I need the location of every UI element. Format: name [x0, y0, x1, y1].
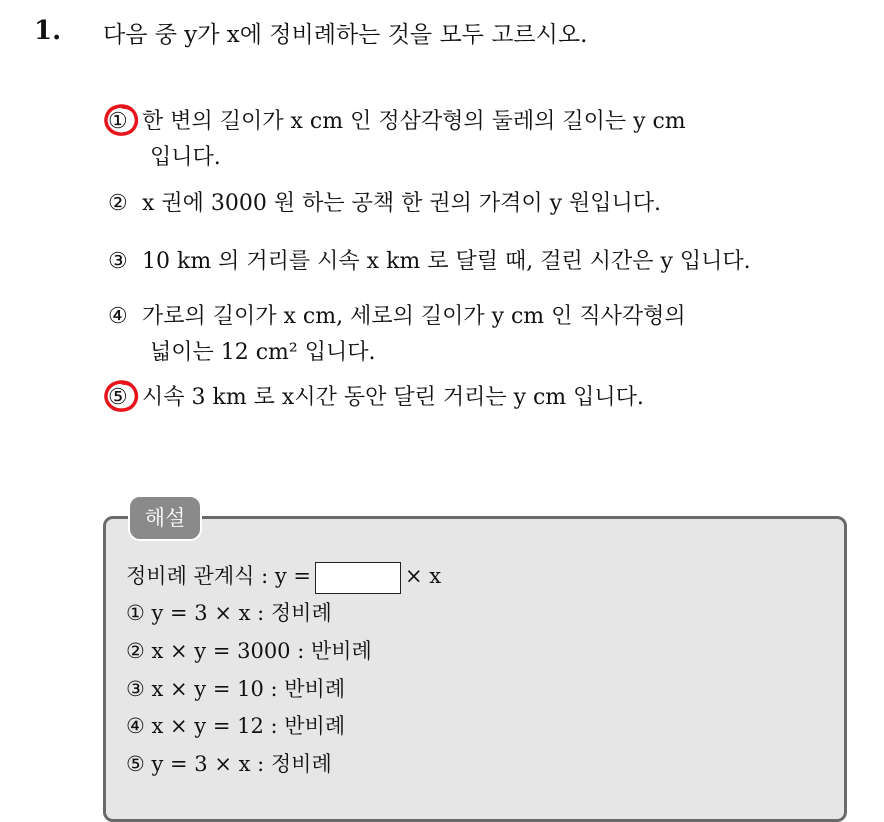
explanation-line-4: ④ x × y = 12 : 반비례 — [126, 714, 346, 738]
explanation-line-3: ③ x × y = 10 : 반비례 — [126, 677, 346, 701]
red-circle-mark-5 — [103, 379, 141, 413]
explanation-line-5: ⑤ y = 3 × x : 정비례 — [126, 752, 332, 776]
answer-blank-box[interactable] — [315, 562, 401, 594]
choice-text: 10 km 의 거리를 시속 x km 로 달릴 때, 걸린 시간은 y 입니다. — [142, 249, 751, 274]
choice-5[interactable] — [108, 380, 644, 416]
red-circle-mark-1 — [103, 103, 141, 137]
choice-number: ① — [108, 109, 128, 134]
choice-text: 시속 3 km 로 x시간 동안 달린 거리는 y cm 입니다. — [142, 385, 644, 410]
choice-number: ④ — [108, 304, 128, 329]
formula-prefix: 정비례 관계식 : y = — [126, 564, 311, 588]
choice-2[interactable] — [108, 186, 661, 222]
explanation-tab: 해설 — [128, 495, 202, 541]
choice-4[interactable] — [108, 299, 686, 371]
question-text: 다음 중 y가 x에 정비례하는 것을 모두 고르시오. — [103, 22, 588, 48]
choice-number: ⑤ — [108, 385, 128, 410]
choice-text: x 권에 3000 원 하는 공책 한 권의 가격이 y 원입니다. — [142, 191, 662, 216]
choice-1[interactable] — [108, 104, 686, 176]
formula-suffix: × x — [404, 564, 442, 588]
choice-3[interactable] — [108, 244, 751, 280]
choice-text: 가로의 길이가 x cm, 세로의 길이가 y cm 인 직사각형의 — [142, 304, 686, 329]
explanation-line-1: ① y = 3 × x : 정비례 — [126, 601, 332, 625]
choice-number: ③ — [108, 249, 128, 274]
choice-text-continued: 입니다. — [150, 145, 221, 170]
explanation-line-2: ② x × y = 3000 : 반비례 — [126, 639, 372, 663]
choice-text: 한 변의 길이가 x cm 인 정삼각형의 둘레의 길이는 y cm — [142, 109, 686, 134]
formula-line — [126, 560, 441, 594]
choice-number: ② — [108, 191, 128, 216]
question-number: 1. — [34, 16, 62, 46]
choice-text-continued: 넓이는 12 cm² 입니다. — [150, 340, 376, 365]
